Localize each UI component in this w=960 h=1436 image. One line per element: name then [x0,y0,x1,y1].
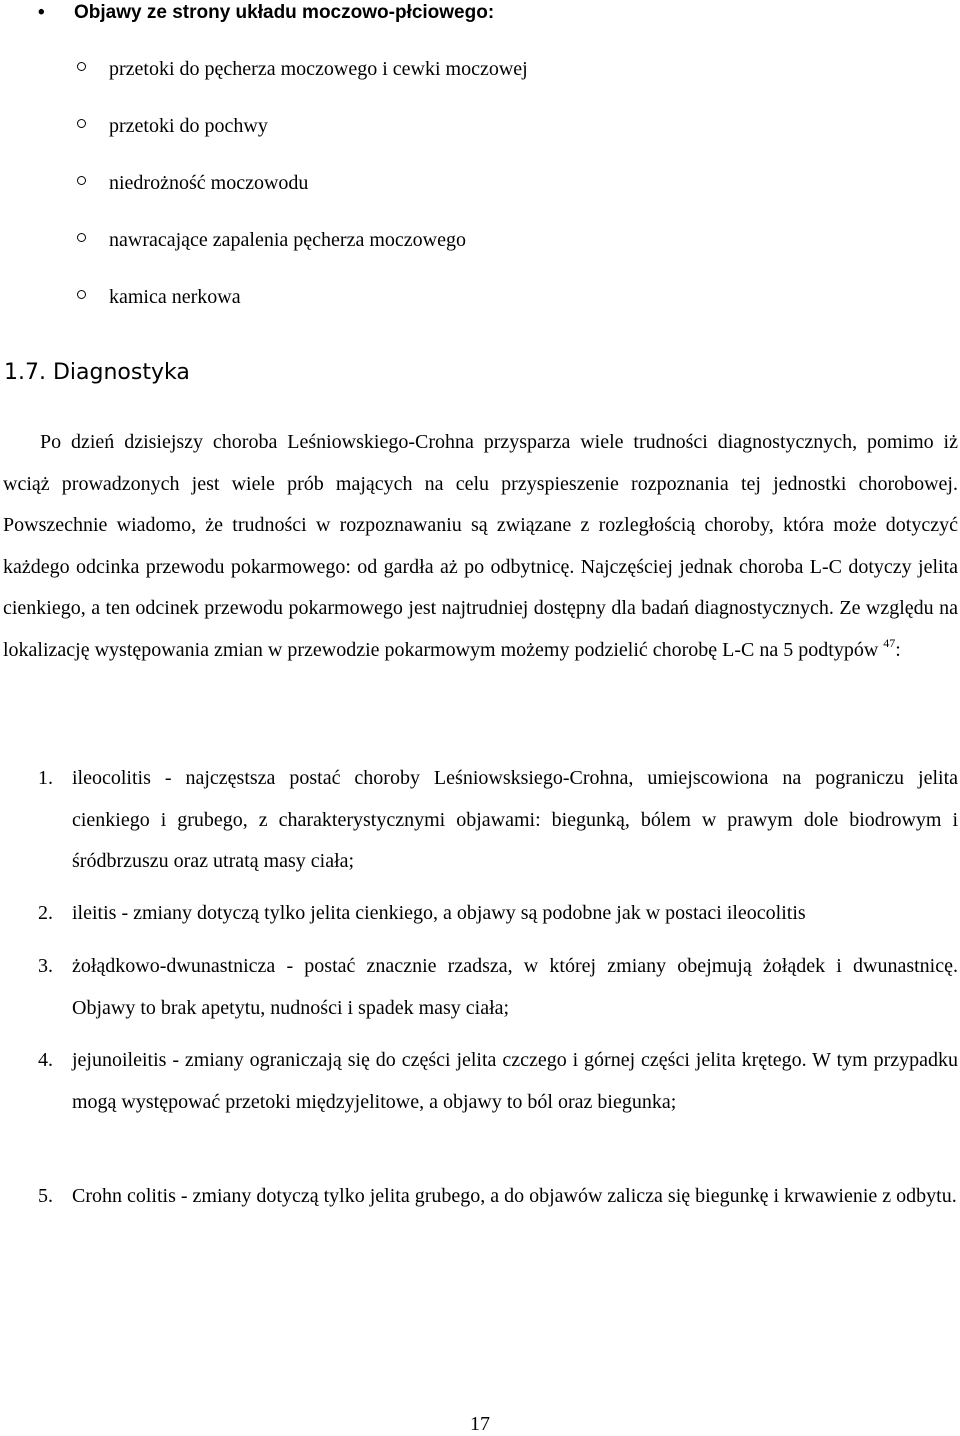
footnote-reference: 47 [883,635,896,650]
list-item: nawracające zapalenia pęcherza moczowego [74,227,894,284]
list-number: 3. [38,955,53,977]
symptoms-list [74,56,894,341]
list-number: 5. [38,1185,53,1207]
list-item-text: jejunoileitis - zmiany ograniczają się do części jelita czczego i górnej części jelita krętego. W tym przypadku mogą występować przetoki międzyjelitowe, a objawy to ból oraz biegunka; [72,1049,958,1113]
list-number: 2. [38,902,53,924]
list-number: 4. [38,1049,53,1071]
list-item-text: żołądkowo-dwunastnicza - postać znacznie rzadsza, w której zmiany obejmują żołądek i dwunastnicę. Objawy to brak apetytu, nudności i spadek masy ciała; [72,955,958,1019]
section-heading: 1.7. Diagnostyka [4,360,190,385]
diagnostics-paragraph [3,422,958,671]
list-item-text: ileocolitis - najczęstsza postać choroby Leśniowsksiego-Crohna, umiejscowiona na pograniczu jelita cienkiego i grubego, z charakterystycznymi objawami: biegunką, bólem w prawym dole biodrowym i śródbrzuszu oraz utratą masy ciała; [72,767,958,872]
hollow-circle-bullet-icon [77,176,86,185]
hollow-circle-bullet-icon [77,290,86,299]
list-item: niedrożność moczowodu [74,170,894,227]
hollow-circle-bullet-icon [77,62,86,71]
list-item: przetoki do pęcherza moczowego i cewki moczowej [74,56,894,113]
hollow-circle-bullet-icon [77,119,86,128]
paragraph-trailing: : [895,638,901,661]
symptoms-heading-text: Objawy ze strony układu moczowo-płciowego: [74,2,495,23]
list-item-text: Crohn colitis - zmiany dotyczą tylko jelita grubego, a do objawów zalicza się biegunkę i krwawienie z odbytu. [72,1185,957,1207]
paragraph-text: Po dzień dzisiejszy choroba Leśniowskiego-Crohna przysparza wiele trudności diagnostycznych, pomimo iż wciąż prowadzonych jest wiele prób mających na celu przyspieszenie rozpoznania tej jednostki chorobowej. Powszechnie wiadomo, że trudności w rozpoznawaniu są związane z rozległością choroby, która może dotyczyć każdego odcinka przewodu pokarmowego: od gardła aż po odbytnicę. Najczęściej jednak choroba L-C dotyczy jelita cienkiego, a ten odcinek przewodu pokarmowego jest najtrudniej dostępny dla badań diagnostycznych. Ze względu na lokalizację występowania zmian w przewodzie pokarmowym możemy podzielić chorobę L-C na 5 podtypów [3,431,958,661]
hollow-circle-bullet-icon [77,233,86,242]
list-item: kamica nerkowa [74,284,894,341]
bullet-icon: • [38,2,45,23]
list-number: 1. [38,767,53,789]
list-item: przetoki do pochwy [74,113,894,170]
page-number: 17 [470,1413,490,1435]
list-item-text: ileitis - zmiany dotyczą tylko jelita cienkiego, a objawy są podobne jak w postaci ileocolitis [72,902,806,924]
